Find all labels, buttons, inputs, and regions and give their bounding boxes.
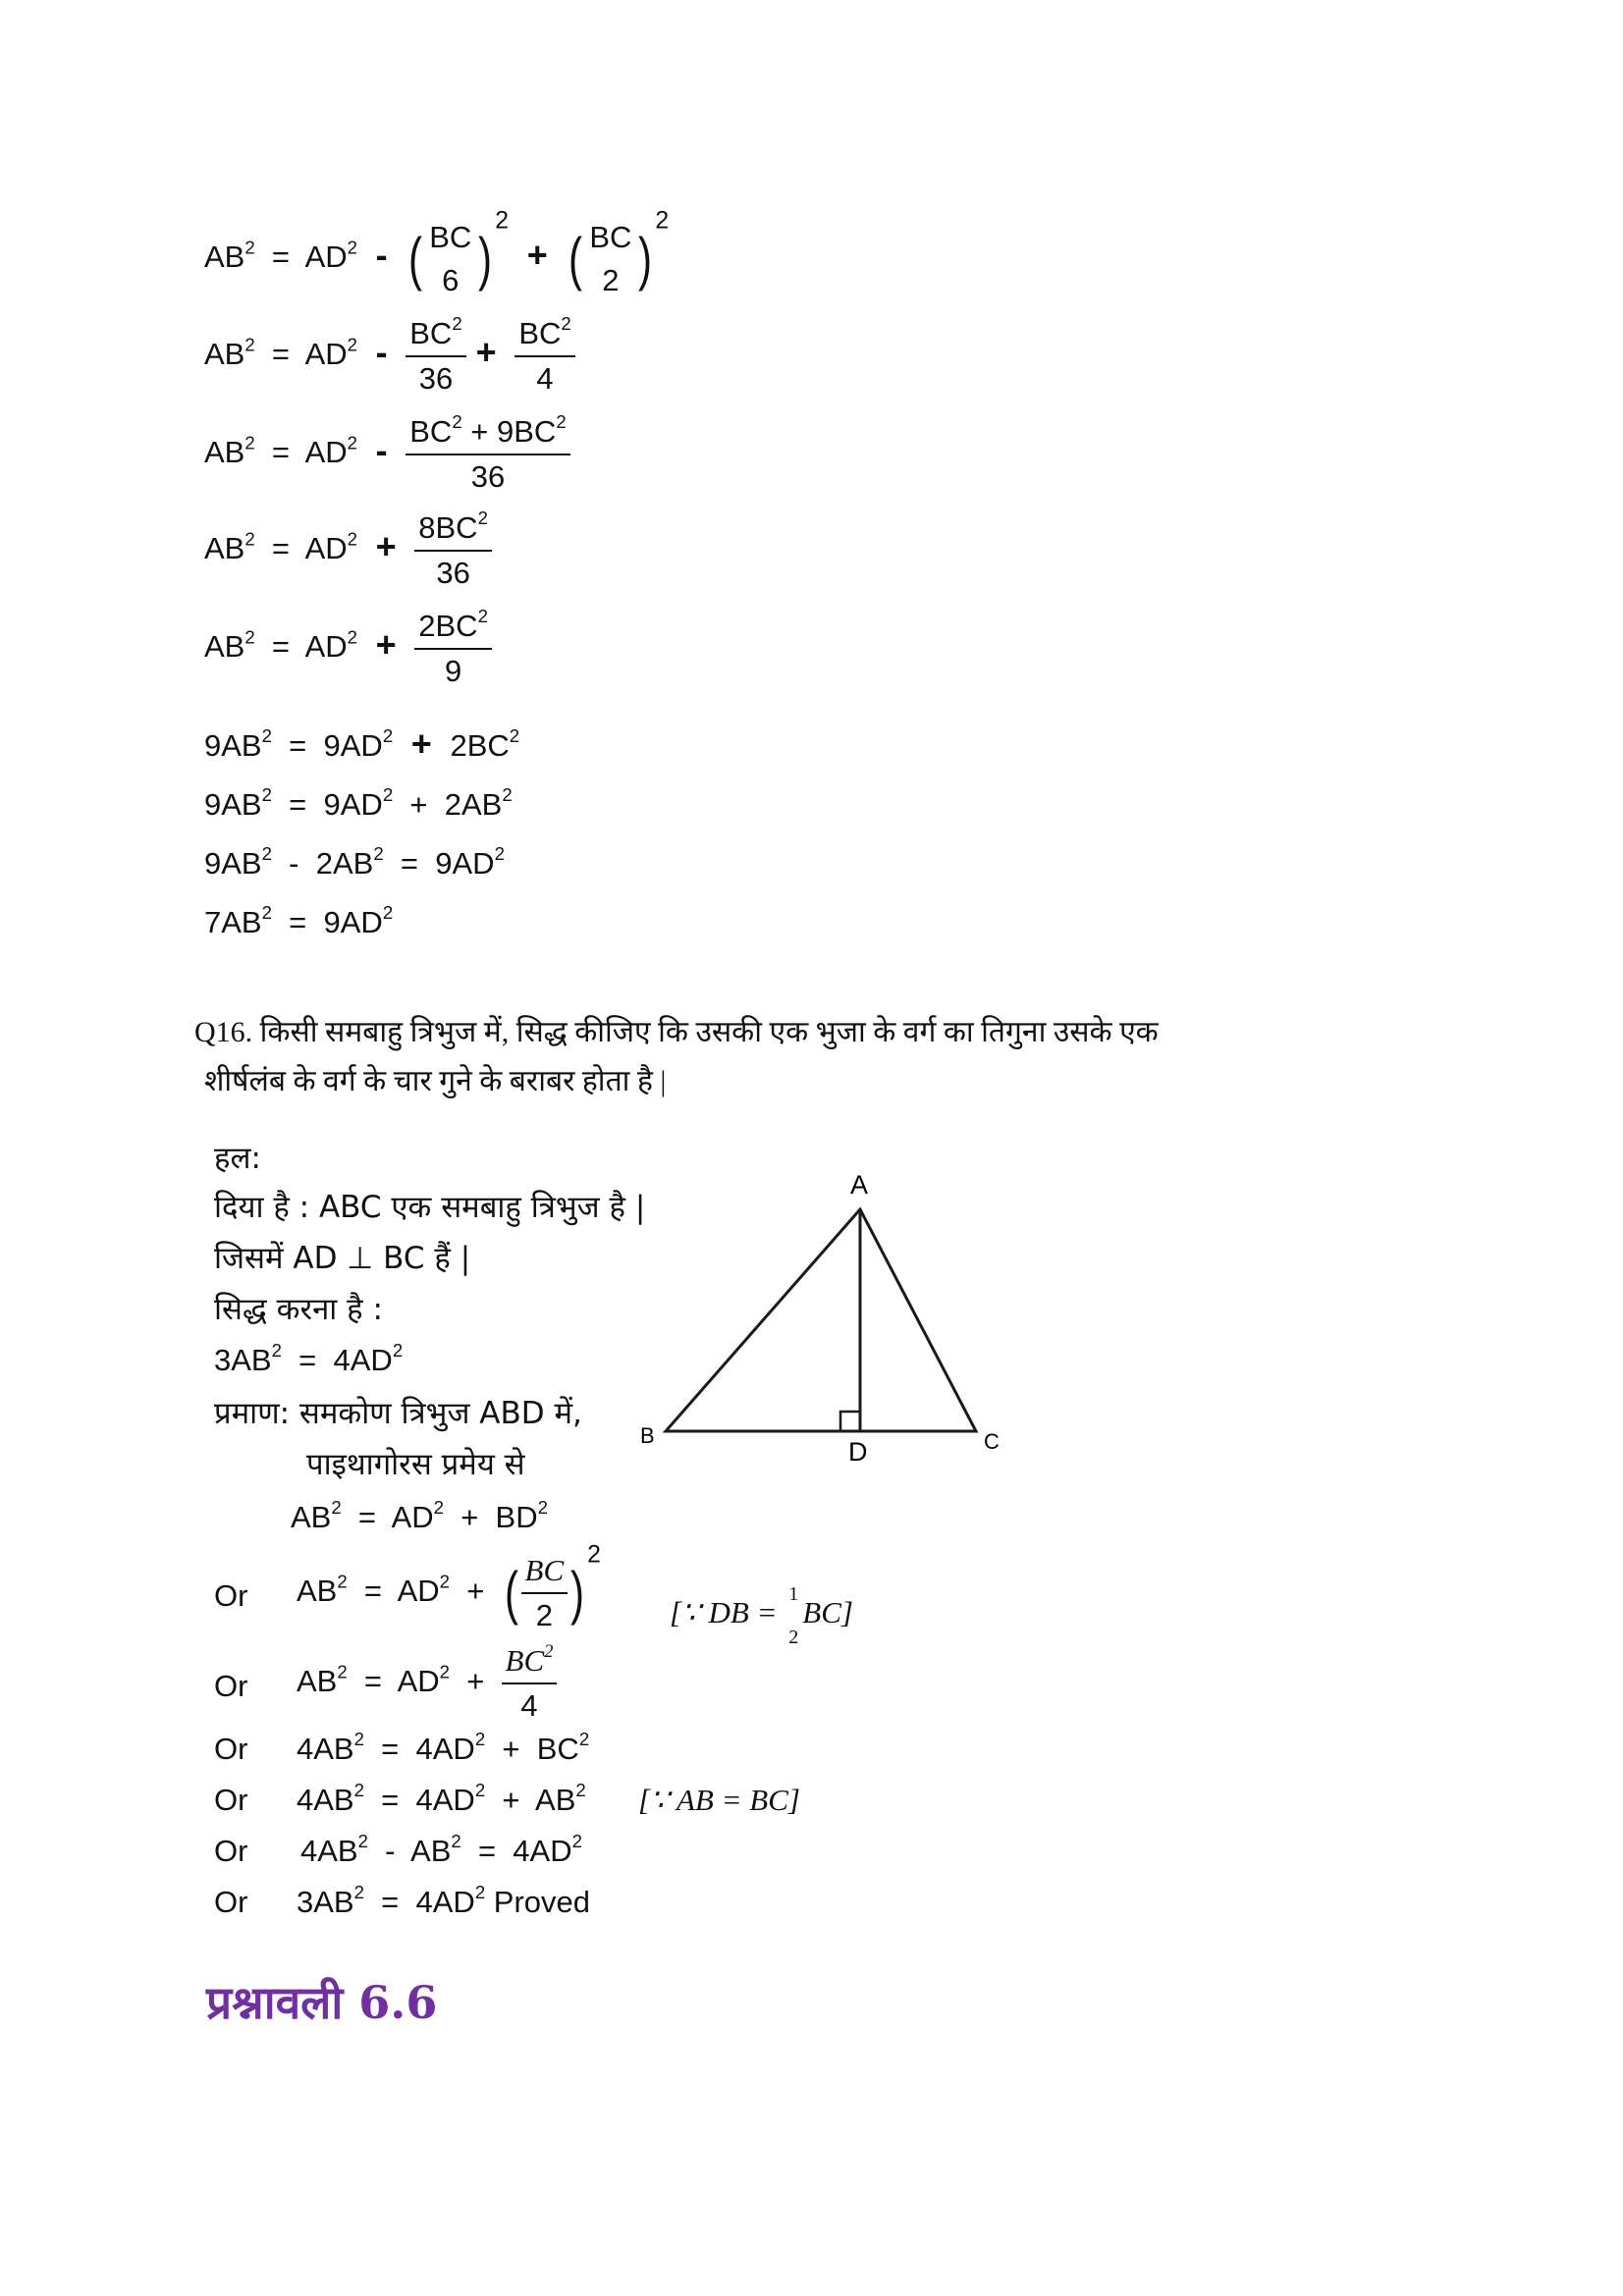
derivation-line-5: $AB^2 = AD^2$ + $\frac{2BC^2}{9}$ [204, 607, 492, 691]
derivation-line-8: $9AB^2 - 2AB^2 = 9AD^2$ [204, 843, 505, 881]
proof-step-4: $4AB^2 = 4AD^2 + AB^2$ [297, 1780, 586, 1817]
given-statement: दिया है : ABC एक समबाहु त्रिभुज है | [214, 1190, 646, 1225]
fraction: $\frac{2BC^2}{9}$ [414, 607, 492, 691]
to-prove-label: सिद्ध करना है : [214, 1292, 383, 1327]
perpendicular-statement: जिसमें AD ⊥ BC हैं | [214, 1241, 471, 1276]
or-label: Or [214, 1669, 248, 1703]
fraction: BC 2 [589, 220, 632, 297]
proof-label: प्रमाण: समकोण त्रिभुज ABD में, [214, 1396, 582, 1431]
question-16-line-1: Q16. किसी समबाहु त्रिभुज में, सिद्ध कीजिए कि उसकी एक भुजा के वर्ग का तिगुना उसके एक [194, 1016, 1159, 1048]
theorem-label: पाइथागोरस प्रमेय से [306, 1447, 525, 1482]
derivation-line-2: $AB^2 = AD^2$ - $\frac{BC^2}{36}$ + $\frac{BC^2}{4}$ [204, 314, 575, 399]
proof-step-0: $AB^2 = AD^2 + BD^2$ [291, 1497, 548, 1534]
fraction: $\frac{8BC^2}{36}$ [414, 508, 492, 593]
fraction: $\frac{BC^2}{36}$ [406, 314, 465, 399]
triangle-abc [666, 1209, 976, 1431]
fraction: BC 6 [429, 220, 472, 297]
derivation-line-3: $AB^2 = AD^2$ - $\frac{BC^2 + 9BC^2}{36}$ [204, 412, 570, 497]
fraction: $\frac{BC^2}{4}$ [502, 1641, 558, 1726]
or-label: Or [214, 1834, 248, 1868]
proof-step-2: $AB^2 = AD^2$ + $\frac{BC^2}{4}$ [297, 1641, 557, 1726]
proof-step-1-reason: [∵ DB = 1 2 BC] [670, 1583, 853, 1648]
solution-label: हल: [214, 1141, 261, 1176]
or-label: Or [214, 1732, 248, 1766]
derivation-line-6: $9AB^2 = 9AD^2 + 2BC^2$ [204, 723, 520, 764]
derivation-line-4: $AB^2 = AD^2$ + $\frac{8BC^2}{36}$ [204, 508, 492, 593]
or-label: Or [214, 1783, 248, 1817]
triangle-figure [628, 1158, 1021, 1472]
or-label: Or [214, 1885, 248, 1919]
fraction: $\frac{BC^2 + 9BC^2}{36}$ [406, 412, 569, 497]
question-16-line-2: शीर्षलंब के वर्ग के चार गुने के बराबर होता है | [204, 1065, 667, 1097]
proof-step-4-reason: [∵ AB = BC] [638, 1783, 800, 1817]
fraction: $\frac{BC^2}{4}$ [514, 314, 574, 399]
claim: $3AB^2 = 4AD^2$ [214, 1340, 404, 1377]
proof-step-3: $4AB^2 = 4AD^2 + BC^2$ [297, 1729, 590, 1766]
derivation-line-9: $7AB^2 = 9AD^2$ [204, 902, 394, 939]
derivation-line-1: $AB^2 = AD^2$ - ( BC 6 )$^2$ + ( BC 2 )$^2$ [204, 218, 669, 300]
right-angle-marker [840, 1412, 860, 1431]
vertex-label-d: D [848, 1437, 868, 1467]
fraction: $\frac{BC}{2}$ [521, 1551, 568, 1635]
exercise-heading: प्रश्नावली 6.6 [206, 1976, 438, 2029]
proof-step-1: $AB^2 = AD^2$ + ( $\frac{BC}{2}$ )$^2$ [297, 1551, 601, 1635]
proof-step-6: $3AB^2 = 4AD^2$ Proved [297, 1882, 591, 1919]
vertex-label-c: C [984, 1429, 1000, 1454]
or-label: Or [214, 1578, 248, 1613]
vertex-label-a: A [850, 1170, 869, 1200]
vertex-label-b: B [640, 1423, 655, 1448]
derivation-line-7: $9AB^2 = 9AD^2 + 2AB^2$ [204, 784, 513, 822]
proof-step-5: $4AB^2 - AB^2 = 4AD^2$ [300, 1831, 582, 1868]
